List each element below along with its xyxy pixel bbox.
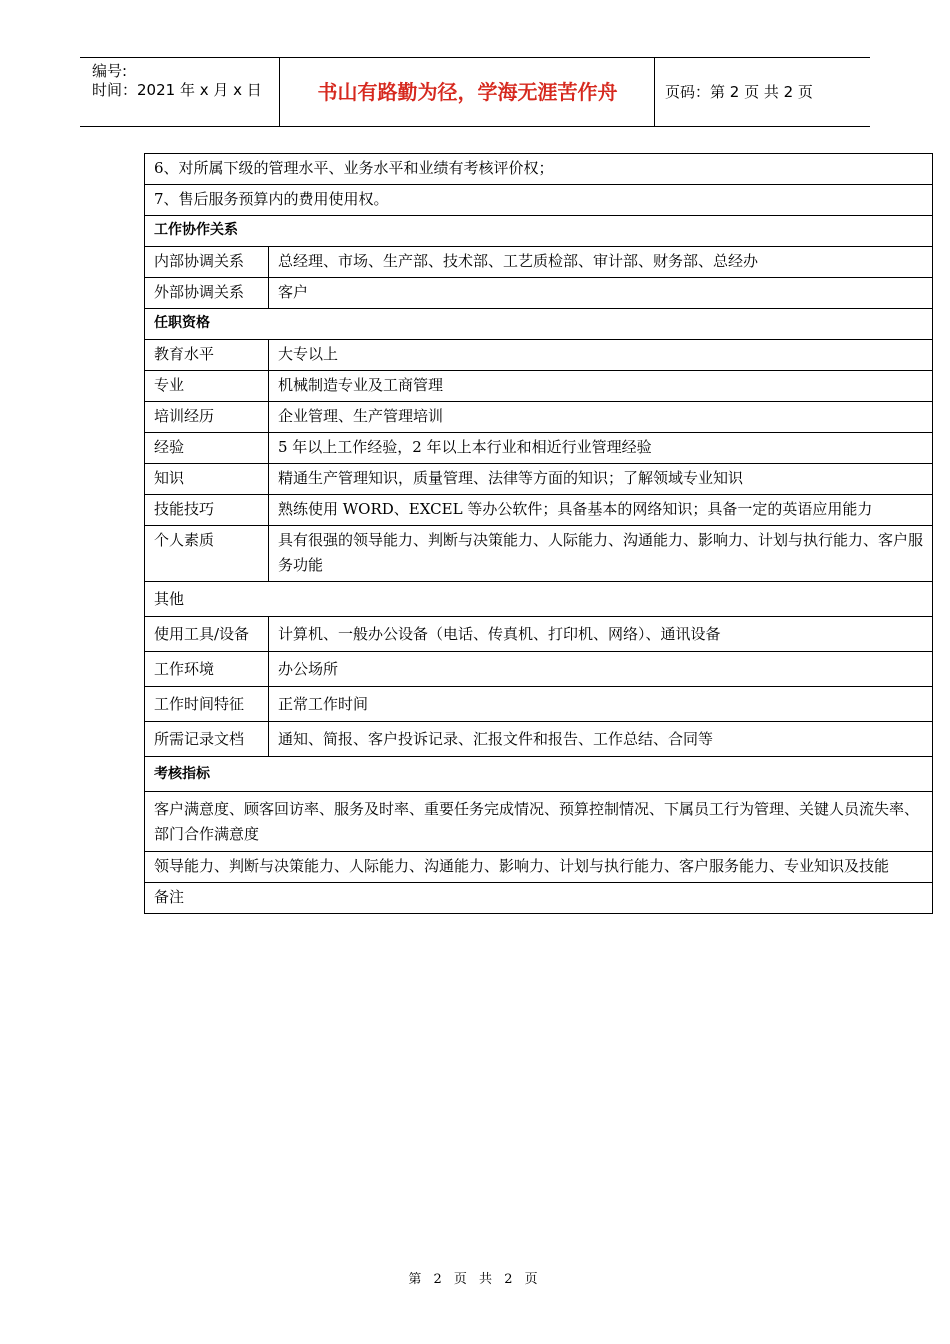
table-row <box>145 617 933 652</box>
table-row <box>145 687 933 722</box>
row-value: 计算机、一般办公设备（电话、传真机、打印机、网络）、通讯设备 <box>269 617 933 652</box>
table-row <box>145 340 933 371</box>
row-value: 大专以上 <box>269 340 933 371</box>
table-row <box>145 402 933 433</box>
kpi-item: 客户满意度、顾客回访率、服务及时率、重要任务完成情况、预算控制情况、下属员工行为管理、关键人员流失率、部门合作满意度 <box>145 792 933 852</box>
remark-label: 备注 <box>145 883 933 914</box>
section-row <box>145 309 933 340</box>
section-row <box>145 757 933 792</box>
table-row <box>145 154 933 185</box>
row-label: 内部协调关系 <box>145 247 269 278</box>
row-label: 工作环境 <box>145 652 269 687</box>
authority-item: 7、售后服务预算内的费用使用权。 <box>145 185 933 216</box>
table-row <box>145 526 933 582</box>
row-label: 技能技巧 <box>145 495 269 526</box>
table-row <box>145 371 933 402</box>
header-motto: 书山有路勤为径，学海无涯苦作舟 <box>281 58 655 126</box>
section-title-collaboration: 工作协作关系 <box>145 216 933 247</box>
row-value: 5 年以上工作经验，2 年以上本行业和相近行业管理经验 <box>269 433 933 464</box>
table-row <box>145 247 933 278</box>
row-value: 正常工作时间 <box>269 687 933 722</box>
section-row <box>145 216 933 247</box>
row-label: 外部协调关系 <box>145 278 269 309</box>
row-value: 精通生产管理知识，质量管理、法律等方面的知识；了解领域专业知识 <box>269 464 933 495</box>
row-label: 教育水平 <box>145 340 269 371</box>
row-label: 专业 <box>145 371 269 402</box>
row-label: 经验 <box>145 433 269 464</box>
table-row <box>145 852 933 883</box>
row-value: 机械制造专业及工商管理 <box>269 371 933 402</box>
table-row <box>145 792 933 852</box>
job-description-table <box>144 153 933 914</box>
table-row <box>145 433 933 464</box>
kpi-item: 领导能力、判断与决策能力、人际能力、沟通能力、影响力、计划与执行能力、客户服务能力、专业知识及技能 <box>145 852 933 883</box>
page-header <box>80 57 870 127</box>
row-value: 企业管理、生产管理培训 <box>269 402 933 433</box>
table-row <box>145 883 933 914</box>
row-value: 通知、简报、客户投诉记录、汇报文件和报告、工作总结、合同等 <box>269 722 933 757</box>
header-meta <box>80 58 280 126</box>
row-value: 熟练使用 WORD、EXCEL 等办公软件；具备基本的网络知识；具备一定的英语应用能力 <box>269 495 933 526</box>
row-label: 知识 <box>145 464 269 495</box>
serial-label: 编号: <box>92 62 128 80</box>
row-label: 使用工具/设备 <box>145 617 269 652</box>
authority-item: 6、对所属下级的管理水平、业务水平和业绩有考核评价权； <box>145 154 933 185</box>
table-row <box>145 722 933 757</box>
section-title-other: 其他 <box>145 582 933 617</box>
table-row <box>145 652 933 687</box>
row-value: 办公场所 <box>269 652 933 687</box>
header-page-number: 页码：第 2 页 共 2 页 <box>665 83 813 101</box>
row-value: 客户 <box>269 278 933 309</box>
section-title-kpi: 考核指标 <box>145 757 933 792</box>
section-title-qualifications: 任职资格 <box>145 309 933 340</box>
row-label: 工作时间特征 <box>145 687 269 722</box>
row-value: 总经理、市场、生产部、技术部、工艺质检部、审计部、财务部、总经办 <box>269 247 933 278</box>
section-row <box>145 582 933 617</box>
row-value: 具有很强的领导能力、判断与决策能力、人际能力、沟通能力、影响力、计划与执行能力、客户服务功能 <box>269 526 933 582</box>
row-label: 培训经历 <box>145 402 269 433</box>
table-row <box>145 185 933 216</box>
row-label: 个人素质 <box>145 526 269 582</box>
table-row <box>145 278 933 309</box>
table-row <box>145 495 933 526</box>
date-label: 时间：2021 年 x 月 x 日 <box>92 81 262 99</box>
page-footer: 第 2 页 共 2 页 <box>408 1272 542 1287</box>
table-row <box>145 464 933 495</box>
row-label: 所需记录文档 <box>145 722 269 757</box>
